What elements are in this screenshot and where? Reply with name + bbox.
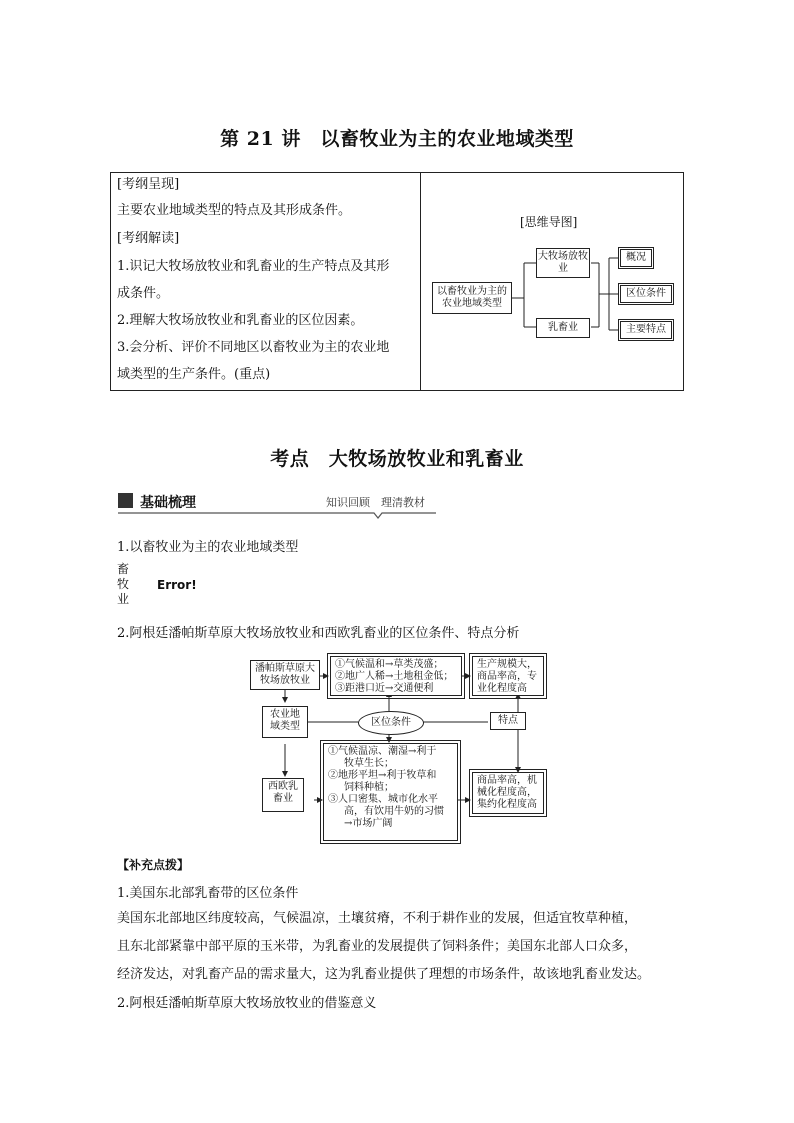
- flow-pampas-conditions: [330, 656, 462, 696]
- supplement-item1-line: 且东北部紧靠中部平原的玉米带，为乳畜业的发展提供了饲料条件；美国东北部人口众多，: [117, 939, 638, 954]
- error-text: Error!: [157, 578, 197, 592]
- flow-location-conditions: 区位条件: [358, 711, 424, 735]
- side-char: 牧: [117, 577, 130, 591]
- condition-line: ②地广人稀→土地租金低；: [335, 671, 454, 682]
- supplement-heading: 【补充点拨】: [117, 858, 190, 872]
- mindmap-heading: [思维导图]: [520, 215, 578, 229]
- flow-pampas: 潘帕斯草原大牧场放牧业: [250, 660, 320, 690]
- syllabus-item: 1.识记大牧场放牧业和乳畜业的生产特点及其形: [117, 259, 390, 274]
- syllabus-interpret-heading: [考纲解读]: [117, 231, 180, 246]
- condition-line: 饲料种植；: [344, 782, 394, 793]
- mindmap-branch-dairy: 乳畜业: [536, 318, 590, 338]
- condition-line: ③距港口近→交通便利: [335, 683, 434, 694]
- point2-heading: 2.阿根廷潘帕斯草原大牧场放牧业和西欧乳畜业的区位条件、特点分析: [117, 626, 520, 641]
- mindmap-branch-ranching: 大牧场放牧业: [536, 248, 590, 278]
- banner-title: 基础梳理: [140, 495, 196, 511]
- flow-we-features: 商品率高，机械化程度高，集约化程度高: [472, 772, 544, 814]
- side-char: 业: [117, 592, 130, 606]
- banner-square-icon: [118, 493, 133, 508]
- condition-line: ①气候温凉、潮湿→利于: [328, 746, 437, 757]
- side-char: 畜: [117, 562, 130, 576]
- condition-line: 高，有饮用牛奶的习惯: [344, 806, 444, 817]
- mindmap-leaf-conditions: 区位条件: [620, 285, 672, 303]
- mindmap-leaf-features: 主要特点: [620, 321, 672, 339]
- flow-agri-type: 农业地域类型: [262, 706, 308, 738]
- lecture-title: 第 21 讲 以畜牧业为主的农业地域类型: [220, 128, 574, 150]
- flow-pampas-features: 生产规模大，商品率高，专业化程度高: [472, 656, 544, 696]
- supplement-item2-title: 2.阿根廷潘帕斯草原大牧场放牧业的借鉴意义: [117, 996, 377, 1011]
- syllabus-present-heading: [考纲呈现]: [117, 177, 180, 192]
- flow-we-dairy: 西欧乳畜业: [262, 778, 304, 812]
- syllabus-item: 域类型的生产条件。(重点): [117, 367, 271, 382]
- flow-features: 特点: [490, 712, 526, 730]
- mindmap-leaf-overview: 概况: [620, 249, 652, 267]
- syllabus-item: 2.理解大牧场放牧业和乳畜业的区位因素。: [117, 313, 364, 328]
- condition-line: ②地形平坦→利于牧草和: [328, 770, 437, 781]
- condition-line: ①气候温和→草类茂盛；: [335, 659, 444, 670]
- banner-underline: [118, 508, 436, 522]
- point1-heading: 1.以畜牧业为主的农业地域类型: [117, 540, 299, 555]
- section-title: 考点 大牧场放牧业和乳畜业: [270, 448, 524, 470]
- condition-line: →市场广阔: [344, 818, 393, 829]
- banner-subtitle: 知识回顾 理清教材: [326, 496, 425, 509]
- syllabus-item: 成条件。: [117, 286, 170, 301]
- supplement-item1-line: 美国东北部地区纬度较高，气候温凉，土壤贫瘠，不利于耕作业的发展，但适宜牧草种植，: [117, 911, 638, 926]
- supplement-item1-line: 经济发达，对乳畜产品的需求量大，这为乳畜业提供了理想的市场条件，故该地乳畜业发达。: [117, 967, 651, 982]
- point1-side-label: [117, 562, 129, 607]
- syllabus-item: 3.会分析、评价不同地区以畜牧业为主的农业地: [117, 340, 390, 355]
- supplement-item1-title: 1.美国东北部乳畜带的区位条件: [117, 886, 299, 901]
- condition-line: ③人口密集、城市化水平: [328, 794, 438, 805]
- syllabus-present-text: 主要农业地域类型的特点及其形成条件。: [117, 203, 352, 218]
- mindmap-root: 以畜牧业为主的农业地域类型: [432, 282, 512, 314]
- condition-line: 牧草生长；: [344, 758, 394, 769]
- flow-we-conditions: [323, 743, 458, 841]
